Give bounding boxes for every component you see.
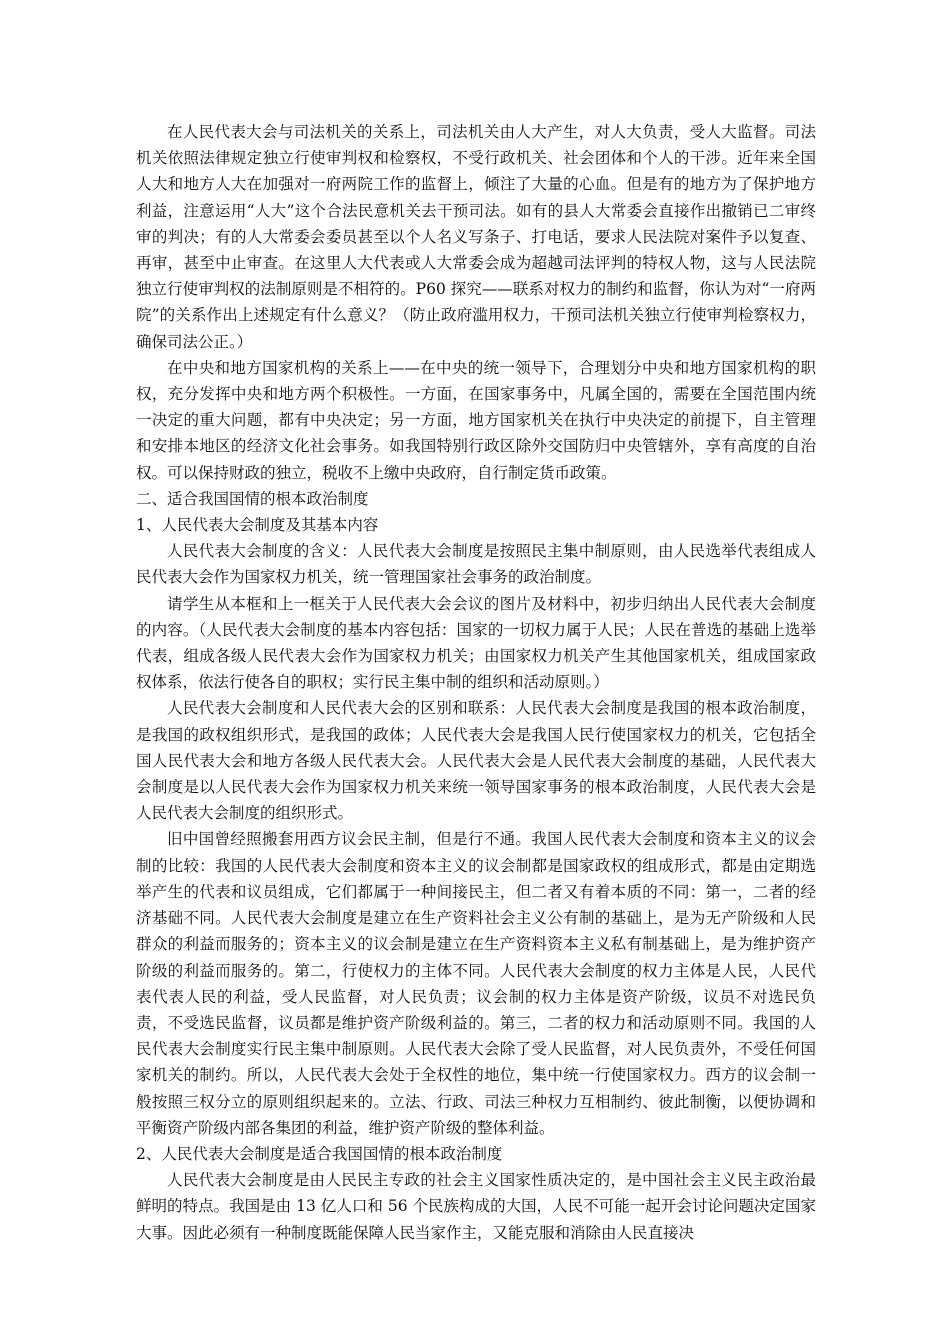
subheading-2: 2、人民代表大会制度是适合我国国情的根本政治制度: [136, 1144, 503, 1163]
paragraph-npc-difference: 人民代表大会制度和人民代表大会的区别和联系：人民代表大会制度是我国的根本政治制度，是我国的政权组织形式，是我国的政体；人民代表大会是我国人民行使国家权力的机关，它包括全国人民代表大会和地方各级人民代表大会。人民代表大会是人民代表大会制度的基础，人民代表大会制度是以人民代表大会作为国家权力机关来统一领导国家事务的根本政治制度，人民代表大会是人民代表大会制度的组织形式。: [136, 699, 816, 823]
section-heading-2: 二、适合我国国情的根本政治制度: [136, 489, 369, 508]
paragraph-judicial-relation: 在人民代表大会与司法机关的关系上，司法机关由人大产生，对人大负责，受人大监督。司法机关依照法律规定独立行使审判权和检察权，不受行政机关、社会团体和个人的干涉。近年来全国人大和地方人大在加强对一府两院工作的监督上，倾注了大量的心血。但是有的地方为了保护地方利益，注意运用“人大”这个合法民意机关去干预司法。如有的县人大常委会直接作出撤销已二审终审的判决；有的人大常委会委员甚至以个人名义写条子、打电话，要求人民法院对案件予以复查、再审，甚至中止审查。在这里人大代表或人大常委会成为超越司法评判的特权人物，这与人民法院独立行使审判权的法制原则是不相符的。P60 探究——联系对权力的制约和监督，你认为对“一府两院”的关系作出上述规定有什么意义？（防止政府滥用权力，干预司法机关独立行使审判检察权力，确保司法公正。）: [136, 123, 816, 351]
paragraph-central-local-relation: 在中央和地方国家机构的关系上——在中央的统一领导下，合理划分中央和地方国家机构的职权，充分发挥中央和地方两个积极性。一方面，在国家事务中，凡属全国的，需要在全国范围内统一决定的重大问题，都有中央决定；另一方面，地方国家机关在执行中央决定的前提下，自主管理和安排本地区的经济文化社会事务。如我国特别行政区除外交国防归中央管辖外，享有高度的自治权。可以保持财政的独立，税收不上缴中央政府，自行制定货币政策。: [136, 358, 816, 482]
paragraph-npc-content: 请学生从本框和上一框关于人民代表大会会议的图片及材料中，初步归纳出人民代表大会制度的内容。（人民代表大会制度的基本内容包括：国家的一切权力属于人民；人民在普选的基础上选举代表，组成各级人民代表大会作为国家权力机关；由国家权力机关产生其他国家机关，组成国家政权体系，依法行使各自的职权；实行民主集中制的组织和活动原则。）: [136, 594, 816, 692]
subheading-1: 1、人民代表大会制度及其基本内容: [136, 516, 379, 535]
paragraph-npc-vs-parliament: 旧中国曾经照搬套用西方议会民主制，但是行不通。我国人民代表大会制度和资本主义的议会制的比较：我国的人民代表大会制度和资本主义的议会制都是国家政权的组成形式，都是由定期选举产生的代表和议员组成，它们都属于一种间接民主，但二者又有着本质的不同：第一，二者的经济基础不同。人民代表大会制度是建立在生产资料社会主义公有制的基础上，是为无产阶级和人民群众的利益而服务的；资本主义的议会制是建立在生产资料资本主义私有制基础上，是为维护资产阶级的利益而服务的。第二，行使权力的主体不同。人民代表大会制度的权力主体是人民，人民代表代表人民的利益，受人民监督，对人民负责；议会制的权力主体是资产阶级，议员不对选民负责，不受选民监督，议员都是维护资产阶级利益的。第三，二者的权力和活动原则不同。我国的人民代表大会制度实行民主集中制原则。人民代表大会除了受人民监督，对人民负责外，不受任何国家机关的制约。所以，人民代表大会处于全权性的地位，集中统一行使国家权力。西方的议会制一般按照三权分立的原则组织起来的。立法、行政、司法三种权力互相制约、彼此制衡，以便协调和平衡资产阶级内部各集团的利益，维护资产阶级的整体利益。: [136, 830, 816, 1137]
paragraph-npc-suitability: 人民代表大会制度是由人民民主专政的社会主义国家性质决定的，是中国社会主义民主政治最鲜明的特点。我国是由 13 亿人口和 56 个民族构成的大国，人民不可能一起开会讨论问题决定国家大事。因此必须有一种制度既能保障人民当家作主，又能克服和消除由人民直接决: [136, 1171, 816, 1242]
paragraph-npc-definition: 人民代表大会制度的含义：人民代表大会制度是按照民主集中制原则，由人民选举代表组成人民代表大会作为国家权力机关，统一管理国家社会事务的政治制度。: [136, 542, 816, 587]
document-body: [136, 119, 816, 1246]
